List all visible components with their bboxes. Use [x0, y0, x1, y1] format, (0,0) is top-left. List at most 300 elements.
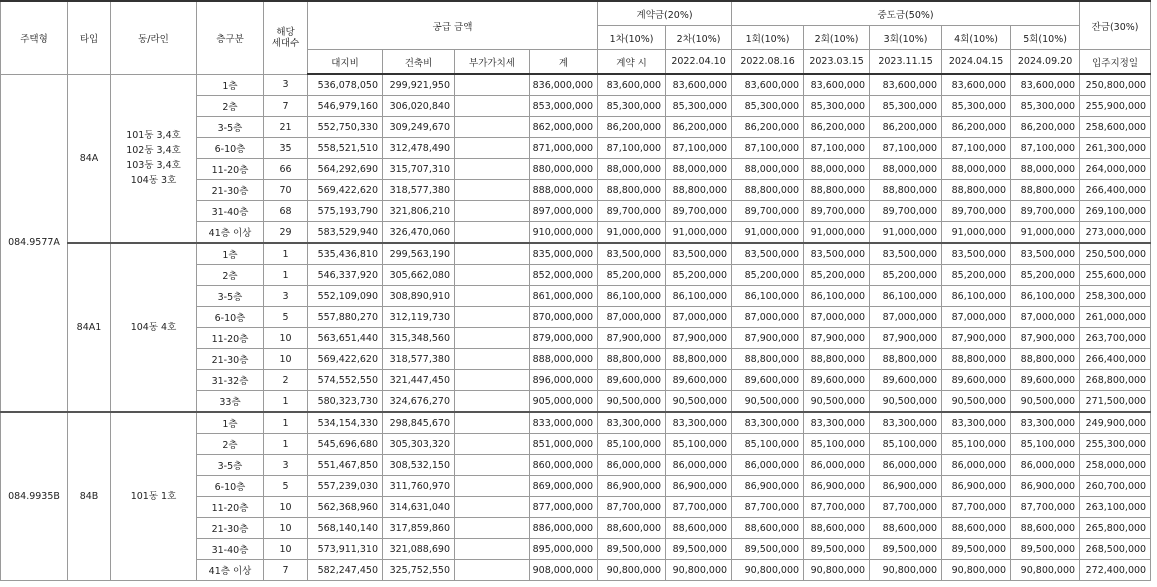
cell-c2: 86,200,000 — [666, 117, 732, 138]
date-contract-1: 계약 시 — [598, 50, 666, 75]
cell-units: 1 — [264, 243, 308, 265]
cell-building: 312,478,490 — [383, 138, 455, 159]
cell-m1: 87,000,000 — [732, 307, 804, 328]
cell-m1: 85,100,000 — [732, 434, 804, 455]
cell-m3: 86,900,000 — [870, 476, 942, 497]
cell-building: 308,890,910 — [383, 286, 455, 307]
cell-vat — [455, 497, 530, 518]
cell-m1: 88,600,000 — [732, 518, 804, 539]
cell-m5: 86,000,000 — [1011, 455, 1080, 476]
cell-m1: 85,300,000 — [732, 96, 804, 117]
cell-m1: 86,000,000 — [732, 455, 804, 476]
cell-land: 574,552,550 — [308, 370, 383, 391]
cell-m2: 86,100,000 — [804, 286, 870, 307]
cell-c1: 85,100,000 — [598, 434, 666, 455]
cell-building: 315,348,560 — [383, 328, 455, 349]
header-middle-4: 4회(10%) — [942, 26, 1011, 50]
cell-c2: 87,000,000 — [666, 307, 732, 328]
cell-m5: 91,000,000 — [1011, 222, 1080, 244]
cell-m4: 88,800,000 — [942, 349, 1011, 370]
cell-m5: 83,300,000 — [1011, 412, 1080, 434]
cell-total: 897,000,000 — [530, 201, 598, 222]
cell-bal: 266,400,000 — [1080, 349, 1151, 370]
cell-vat — [455, 222, 530, 244]
cell-m4: 83,300,000 — [942, 412, 1011, 434]
cell-c2: 88,000,000 — [666, 159, 732, 180]
cell-vat — [455, 412, 530, 434]
cell-m2: 87,700,000 — [804, 497, 870, 518]
cell-c1: 86,900,000 — [598, 476, 666, 497]
cell-bal: 255,300,000 — [1080, 434, 1151, 455]
header-total: 계 — [530, 50, 598, 75]
cell-total: 886,000,000 — [530, 518, 598, 539]
cell-m2: 89,600,000 — [804, 370, 870, 391]
cell-m3: 86,200,000 — [870, 117, 942, 138]
date-middle-4: 2024.04.15 — [942, 50, 1011, 75]
cell-m1: 91,000,000 — [732, 222, 804, 244]
cell-c2: 91,000,000 — [666, 222, 732, 244]
cell-m4: 83,600,000 — [942, 74, 1011, 96]
cell-building: 315,707,310 — [383, 159, 455, 180]
cell-c1: 89,500,000 — [598, 539, 666, 560]
cell-c1: 87,100,000 — [598, 138, 666, 159]
cell-building: 318,577,380 — [383, 349, 455, 370]
cell-vat — [455, 180, 530, 201]
cell-units: 35 — [264, 138, 308, 159]
cell-c2: 83,500,000 — [666, 243, 732, 265]
cell-c1: 85,300,000 — [598, 96, 666, 117]
cell-m3: 87,700,000 — [870, 497, 942, 518]
cell-units: 3 — [264, 455, 308, 476]
cell-bal: 269,100,000 — [1080, 201, 1151, 222]
cell-m1: 86,900,000 — [732, 476, 804, 497]
cell-c1: 87,700,000 — [598, 497, 666, 518]
cell-building: 299,563,190 — [383, 243, 455, 265]
cell-total: 835,000,000 — [530, 243, 598, 265]
type-cell: 84A — [68, 74, 111, 243]
cell-units: 3 — [264, 74, 308, 96]
cell-total: 910,000,000 — [530, 222, 598, 244]
cell-m4: 86,000,000 — [942, 455, 1011, 476]
cell-total: 877,000,000 — [530, 497, 598, 518]
cell-m2: 85,300,000 — [804, 96, 870, 117]
cell-m2: 88,800,000 — [804, 180, 870, 201]
cell-m5: 87,000,000 — [1011, 307, 1080, 328]
cell-vat — [455, 201, 530, 222]
cell-c2: 87,100,000 — [666, 138, 732, 159]
cell-land: 583,529,940 — [308, 222, 383, 244]
dong-line-cell: 101동 3,4호 102동 3,4호 103동 3,4호 104동 3호 — [111, 74, 197, 243]
cell-c1: 89,600,000 — [598, 370, 666, 391]
cell-c2: 87,700,000 — [666, 497, 732, 518]
cell-m1: 90,500,000 — [732, 391, 804, 413]
cell-m3: 88,000,000 — [870, 159, 942, 180]
cell-total: 888,000,000 — [530, 349, 598, 370]
cell-c1: 83,300,000 — [598, 412, 666, 434]
cell-bal: 249,900,000 — [1080, 412, 1151, 434]
cell-bal: 263,700,000 — [1080, 328, 1151, 349]
cell-m3: 89,500,000 — [870, 539, 942, 560]
cell-m4: 86,100,000 — [942, 286, 1011, 307]
cell-m1: 85,200,000 — [732, 265, 804, 286]
cell-m1: 88,000,000 — [732, 159, 804, 180]
cell-m2: 85,200,000 — [804, 265, 870, 286]
cell-c2: 89,700,000 — [666, 201, 732, 222]
cell-c1: 89,700,000 — [598, 201, 666, 222]
cell-total: 880,000,000 — [530, 159, 598, 180]
cell-m1: 86,200,000 — [732, 117, 804, 138]
cell-c2: 90,800,000 — [666, 560, 732, 581]
cell-vat — [455, 370, 530, 391]
cell-c1: 86,100,000 — [598, 286, 666, 307]
cell-m4: 85,200,000 — [942, 265, 1011, 286]
cell-m4: 87,000,000 — [942, 307, 1011, 328]
cell-m2: 85,100,000 — [804, 434, 870, 455]
cell-bal: 268,500,000 — [1080, 539, 1151, 560]
cell-land: 568,140,140 — [308, 518, 383, 539]
cell-m1: 86,100,000 — [732, 286, 804, 307]
header-house-type: 주택형 — [1, 1, 68, 74]
header-balance: 잔금(30%) — [1080, 1, 1151, 50]
cell-bal: 255,900,000 — [1080, 96, 1151, 117]
dong-line-cell: 101동 1호 — [111, 412, 197, 581]
cell-m1: 89,700,000 — [732, 201, 804, 222]
cell-vat — [455, 476, 530, 497]
table-row — [1, 243, 1157, 265]
cell-m5: 85,200,000 — [1011, 265, 1080, 286]
cell-c2: 85,200,000 — [666, 265, 732, 286]
cell-m5: 86,100,000 — [1011, 286, 1080, 307]
cell-m3: 83,500,000 — [870, 243, 942, 265]
header-vat: 부가가치세 — [455, 50, 530, 75]
header-type: 타입 — [68, 1, 111, 74]
cell-units: 10 — [264, 497, 308, 518]
cell-floor: 6-10층 — [197, 476, 264, 497]
cell-floor: 3-5층 — [197, 455, 264, 476]
cell-total: 851,000,000 — [530, 434, 598, 455]
cell-total: 896,000,000 — [530, 370, 598, 391]
cell-floor: 11-20층 — [197, 328, 264, 349]
cell-bal: 263,100,000 — [1080, 497, 1151, 518]
cell-floor: 6-10층 — [197, 138, 264, 159]
cell-total: 888,000,000 — [530, 180, 598, 201]
cell-m2: 87,900,000 — [804, 328, 870, 349]
cell-floor: 21-30층 — [197, 518, 264, 539]
cell-c1: 83,600,000 — [598, 74, 666, 96]
cell-m2: 83,600,000 — [804, 74, 870, 96]
cell-vat — [455, 455, 530, 476]
cell-c2: 87,900,000 — [666, 328, 732, 349]
cell-m1: 90,800,000 — [732, 560, 804, 581]
cell-m2: 91,000,000 — [804, 222, 870, 244]
cell-c1: 83,500,000 — [598, 243, 666, 265]
table-row — [1, 74, 1157, 96]
cell-land: 551,467,850 — [308, 455, 383, 476]
cell-floor: 41층 이상 — [197, 560, 264, 581]
cell-m1: 83,600,000 — [732, 74, 804, 96]
cell-m5: 88,800,000 — [1011, 349, 1080, 370]
cell-m5: 90,800,000 — [1011, 560, 1080, 581]
cell-floor: 6-10층 — [197, 307, 264, 328]
cell-m3: 86,000,000 — [870, 455, 942, 476]
cell-m5: 87,700,000 — [1011, 497, 1080, 518]
cell-m2: 83,300,000 — [804, 412, 870, 434]
cell-c2: 83,300,000 — [666, 412, 732, 434]
cell-m3: 90,800,000 — [870, 560, 942, 581]
cell-m3: 88,800,000 — [870, 349, 942, 370]
cell-c2: 89,600,000 — [666, 370, 732, 391]
cell-c2: 90,500,000 — [666, 391, 732, 413]
cell-units: 10 — [264, 518, 308, 539]
cell-m3: 90,500,000 — [870, 391, 942, 413]
cell-m1: 88,800,000 — [732, 180, 804, 201]
cell-m1: 83,500,000 — [732, 243, 804, 265]
cell-m3: 85,100,000 — [870, 434, 942, 455]
date-middle-5: 2024.09.20 — [1011, 50, 1080, 75]
cell-floor: 3-5층 — [197, 117, 264, 138]
cell-building: 324,676,270 — [383, 391, 455, 413]
cell-floor: 3-5층 — [197, 286, 264, 307]
cell-land: 569,422,620 — [308, 349, 383, 370]
cell-m4: 87,900,000 — [942, 328, 1011, 349]
date-middle-1: 2022.08.16 — [732, 50, 804, 75]
cell-c1: 87,900,000 — [598, 328, 666, 349]
header-middle: 중도금(50%) — [732, 1, 1080, 26]
cell-vat — [455, 328, 530, 349]
cell-m2: 86,000,000 — [804, 455, 870, 476]
cell-building: 321,806,210 — [383, 201, 455, 222]
cell-m5: 89,600,000 — [1011, 370, 1080, 391]
cell-units: 1 — [264, 391, 308, 413]
cell-m5: 87,900,000 — [1011, 328, 1080, 349]
cell-building: 298,845,670 — [383, 412, 455, 434]
cell-bal: 250,500,000 — [1080, 243, 1151, 265]
cell-m4: 88,800,000 — [942, 180, 1011, 201]
cell-m4: 91,000,000 — [942, 222, 1011, 244]
cell-vat — [455, 307, 530, 328]
header-middle-5: 5회(10%) — [1011, 26, 1080, 50]
cell-total: 870,000,000 — [530, 307, 598, 328]
cell-building: 309,249,670 — [383, 117, 455, 138]
cell-m4: 90,800,000 — [942, 560, 1011, 581]
cell-bal: 258,300,000 — [1080, 286, 1151, 307]
cell-vat — [455, 518, 530, 539]
cell-m3: 86,100,000 — [870, 286, 942, 307]
cell-building: 311,760,970 — [383, 476, 455, 497]
cell-floor: 31-32층 — [197, 370, 264, 391]
cell-m4: 89,700,000 — [942, 201, 1011, 222]
cell-bal: 272,400,000 — [1080, 560, 1151, 581]
cell-land: 546,979,160 — [308, 96, 383, 117]
cell-m3: 85,200,000 — [870, 265, 942, 286]
cell-m4: 85,100,000 — [942, 434, 1011, 455]
cell-m2: 90,800,000 — [804, 560, 870, 581]
cell-total: 836,000,000 — [530, 74, 598, 96]
cell-m3: 83,600,000 — [870, 74, 942, 96]
cell-land: 558,521,510 — [308, 138, 383, 159]
cell-m2: 87,100,000 — [804, 138, 870, 159]
cell-c2: 88,600,000 — [666, 518, 732, 539]
cell-vat — [455, 138, 530, 159]
cell-m1: 87,100,000 — [732, 138, 804, 159]
cell-m5: 88,600,000 — [1011, 518, 1080, 539]
cell-c1: 87,000,000 — [598, 307, 666, 328]
cell-total: 853,000,000 — [530, 96, 598, 117]
cell-vat — [455, 391, 530, 413]
header-contract-1: 1차(10%) — [598, 26, 666, 50]
cell-m2: 88,600,000 — [804, 518, 870, 539]
cell-land: 562,368,960 — [308, 497, 383, 518]
cell-m5: 83,500,000 — [1011, 243, 1080, 265]
cell-total: 895,000,000 — [530, 539, 598, 560]
cell-m5: 89,500,000 — [1011, 539, 1080, 560]
cell-land: 563,651,440 — [308, 328, 383, 349]
cell-c2: 88,800,000 — [666, 180, 732, 201]
header-building: 건축비 — [383, 50, 455, 75]
cell-building: 308,532,150 — [383, 455, 455, 476]
dong-line-cell: 104동 4호 — [111, 243, 197, 412]
cell-bal: 258,600,000 — [1080, 117, 1151, 138]
table-body — [1, 74, 1157, 581]
cell-land: 582,247,450 — [308, 560, 383, 581]
cell-c1: 86,200,000 — [598, 117, 666, 138]
cell-units: 70 — [264, 180, 308, 201]
cell-units: 66 — [264, 159, 308, 180]
header-floor: 층구분 — [197, 1, 264, 74]
cell-floor: 1층 — [197, 243, 264, 265]
cell-m2: 83,500,000 — [804, 243, 870, 265]
cell-vat — [455, 560, 530, 581]
cell-bal: 264,000,000 — [1080, 159, 1151, 180]
cell-c2: 86,900,000 — [666, 476, 732, 497]
cell-c1: 91,000,000 — [598, 222, 666, 244]
cell-floor: 1층 — [197, 74, 264, 96]
cell-building: 321,088,690 — [383, 539, 455, 560]
cell-m4: 89,500,000 — [942, 539, 1011, 560]
header-contract: 계약금(20%) — [598, 1, 732, 26]
cell-vat — [455, 74, 530, 96]
cell-land: 573,911,310 — [308, 539, 383, 560]
cell-vat — [455, 159, 530, 180]
cell-units: 7 — [264, 560, 308, 581]
cell-m3: 87,100,000 — [870, 138, 942, 159]
cell-land: 575,193,790 — [308, 201, 383, 222]
cell-floor: 41층 이상 — [197, 222, 264, 244]
cell-floor: 1층 — [197, 412, 264, 434]
cell-units: 3 — [264, 286, 308, 307]
cell-building: 299,921,950 — [383, 74, 455, 96]
cell-c1: 90,500,000 — [598, 391, 666, 413]
cell-building: 305,662,080 — [383, 265, 455, 286]
cell-bal: 268,800,000 — [1080, 370, 1151, 391]
cell-units: 1 — [264, 412, 308, 434]
cell-m2: 86,200,000 — [804, 117, 870, 138]
cell-m2: 88,000,000 — [804, 159, 870, 180]
cell-land: 569,422,620 — [308, 180, 383, 201]
cell-land: 580,323,730 — [308, 391, 383, 413]
date-contract-2: 2022.04.10 — [666, 50, 732, 75]
cell-m1: 89,600,000 — [732, 370, 804, 391]
cell-building: 325,752,550 — [383, 560, 455, 581]
cell-total: 871,000,000 — [530, 138, 598, 159]
cell-m1: 87,700,000 — [732, 497, 804, 518]
cell-floor: 31-40층 — [197, 539, 264, 560]
header-middle-3: 3회(10%) — [870, 26, 942, 50]
cell-c1: 86,000,000 — [598, 455, 666, 476]
cell-land: 535,436,810 — [308, 243, 383, 265]
cell-building: 317,859,860 — [383, 518, 455, 539]
cell-m3: 88,800,000 — [870, 180, 942, 201]
cell-c1: 90,800,000 — [598, 560, 666, 581]
cell-m5: 86,900,000 — [1011, 476, 1080, 497]
cell-building: 326,470,060 — [383, 222, 455, 244]
cell-building: 314,631,040 — [383, 497, 455, 518]
cell-units: 1 — [264, 434, 308, 455]
header-supply-price: 공급 금액 — [308, 1, 598, 50]
cell-m5: 90,500,000 — [1011, 391, 1080, 413]
cell-m1: 87,900,000 — [732, 328, 804, 349]
cell-vat — [455, 286, 530, 307]
cell-units: 21 — [264, 117, 308, 138]
date-balance: 입주지정일 — [1080, 50, 1151, 75]
cell-c2: 85,100,000 — [666, 434, 732, 455]
cell-m2: 86,900,000 — [804, 476, 870, 497]
header-dong-line: 동/라인 — [111, 1, 197, 74]
cell-land: 536,078,050 — [308, 74, 383, 96]
cell-m5: 85,100,000 — [1011, 434, 1080, 455]
cell-floor: 21-30층 — [197, 349, 264, 370]
cell-units: 1 — [264, 265, 308, 286]
table-row — [1, 412, 1157, 434]
house-type-cell: 084.9935B — [1, 412, 68, 581]
cell-m3: 91,000,000 — [870, 222, 942, 244]
cell-land: 557,880,270 — [308, 307, 383, 328]
cell-m3: 89,700,000 — [870, 201, 942, 222]
cell-building: 318,577,380 — [383, 180, 455, 201]
cell-total: 833,000,000 — [530, 412, 598, 434]
cell-m2: 90,500,000 — [804, 391, 870, 413]
cell-m4: 85,300,000 — [942, 96, 1011, 117]
cell-c1: 88,000,000 — [598, 159, 666, 180]
cell-m4: 86,200,000 — [942, 117, 1011, 138]
header-land: 대지비 — [308, 50, 383, 75]
cell-c1: 88,800,000 — [598, 180, 666, 201]
header-units: 해당 세대수 — [264, 1, 308, 74]
cell-m4: 88,000,000 — [942, 159, 1011, 180]
cell-vat — [455, 434, 530, 455]
header-contract-2: 2차(10%) — [666, 26, 732, 50]
cell-building: 321,447,450 — [383, 370, 455, 391]
cell-units: 10 — [264, 349, 308, 370]
cell-bal: 261,000,000 — [1080, 307, 1151, 328]
cell-m5: 87,100,000 — [1011, 138, 1080, 159]
cell-c2: 86,100,000 — [666, 286, 732, 307]
cell-bal: 261,300,000 — [1080, 138, 1151, 159]
cell-total: 905,000,000 — [530, 391, 598, 413]
house-type-cell: 084.9577A — [1, 74, 68, 412]
cell-units: 7 — [264, 96, 308, 117]
cell-total: 861,000,000 — [530, 286, 598, 307]
cell-bal: 271,500,000 — [1080, 391, 1151, 413]
cell-m4: 87,100,000 — [942, 138, 1011, 159]
cell-m5: 85,300,000 — [1011, 96, 1080, 117]
cell-units: 10 — [264, 539, 308, 560]
type-cell: 84A1 — [68, 243, 111, 412]
cell-m5: 89,700,000 — [1011, 201, 1080, 222]
cell-c1: 88,600,000 — [598, 518, 666, 539]
cell-m1: 88,800,000 — [732, 349, 804, 370]
cell-building: 305,303,320 — [383, 434, 455, 455]
